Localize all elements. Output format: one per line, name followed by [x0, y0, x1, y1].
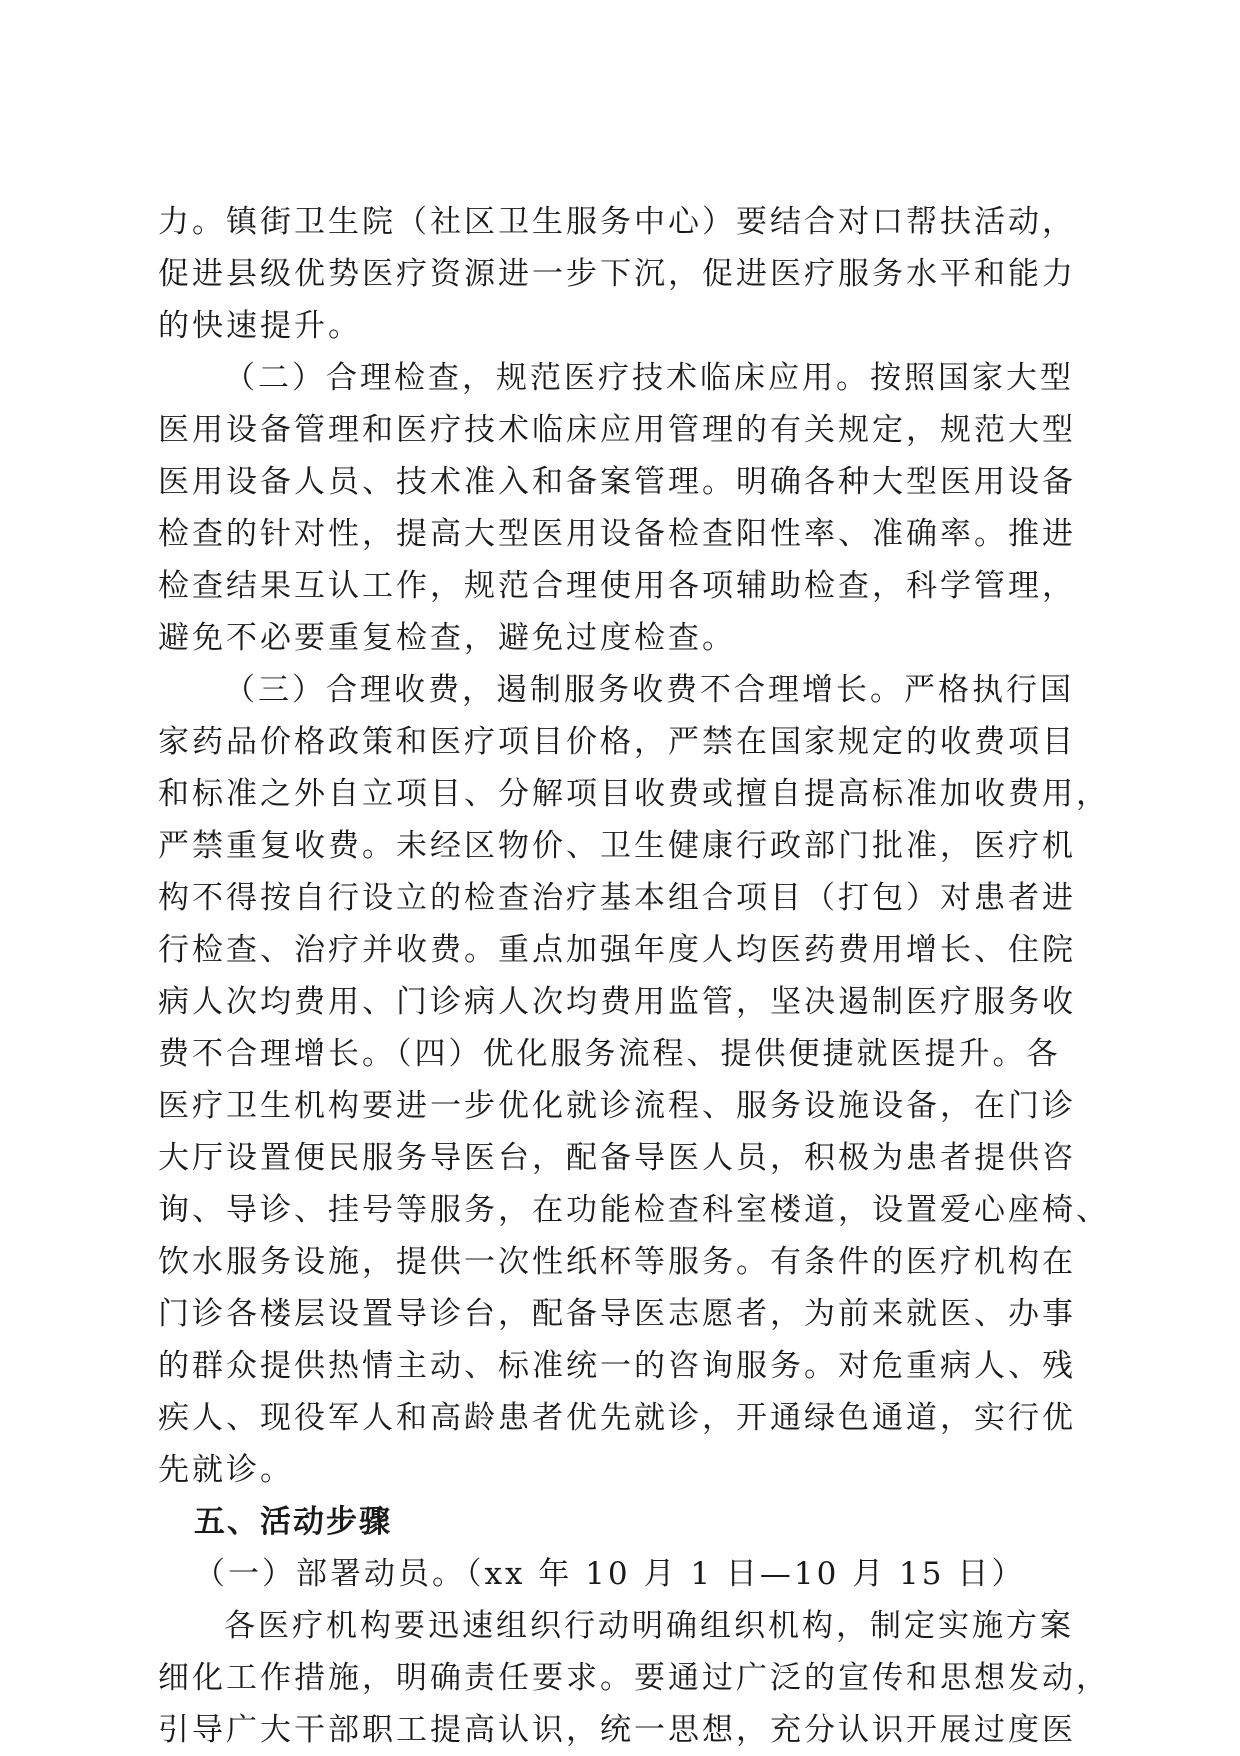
- text-line: 门诊各楼层设置导诊台，配备导医志愿者，为前来就医、办事: [158, 1296, 1076, 1332]
- text-line: 先就诊。: [158, 1452, 294, 1488]
- text-line: 大厅设置便民服务导医台，配备导医人员，积极为患者提供咨: [158, 1140, 1076, 1176]
- text-line: 促进县级优势医疗资源进一步下沉，促进医疗服务水平和能力: [158, 256, 1076, 292]
- text-line: 家药品价格政策和医疗项目价格，严禁在国家规定的收费项目: [158, 724, 1076, 760]
- text-line: 力。镇街卫生院（社区卫生服务中心）要结合对口帮扶活动，: [158, 204, 1076, 240]
- text-line: 询、导诊、挂号等服务，在功能检查科室楼道，设置爱心座椅、: [158, 1192, 1110, 1228]
- text-line: 检查结果互认工作，规范合理使用各项辅助检查，科学管理，: [158, 568, 1076, 604]
- text-line: 医疗卫生机构要进一步优化就诊流程、服务设施设备，在门诊: [158, 1088, 1076, 1124]
- text-line: 行检查、治疗并收费。重点加强年度人均医药费用增长、住院: [158, 932, 1076, 968]
- text-line: 的快速提升。: [158, 308, 362, 344]
- text-line: 避免不必要重复检查，避免过度检查。: [158, 620, 736, 656]
- document-body: [158, 196, 1110, 1756]
- text-line: 各医疗机构要迅速组织行动明确组织机构，制定实施方案: [224, 1608, 1074, 1644]
- text-line: 疾人、现役军人和高龄患者优先就诊，开通绿色通道，实行优: [158, 1400, 1076, 1436]
- text-line: 细化工作措施，明确责任要求。要通过广泛的宣传和思想发动，: [158, 1660, 1110, 1696]
- text-line: 的群众提供热情主动、标准统一的咨询服务。对危重病人、残: [158, 1348, 1076, 1384]
- text-line: 饮水服务设施，提供一次性纸杯等服务。有条件的医疗机构在: [158, 1244, 1076, 1280]
- subsection-title-deployment: （一）部署动员。（xx 年 10 月 1 日—10 月 15 日）: [194, 1556, 1026, 1592]
- text-line: 费不合理增长。（四）优化服务流程、提供便捷就医提升。各: [158, 1036, 1061, 1072]
- text-line: 医用设备管理和医疗技术临床应用管理的有关规定，规范大型: [158, 412, 1076, 448]
- text-line: 严禁重复收费。未经区物价、卫生健康行政部门批准，医疗机: [158, 828, 1076, 864]
- section-heading-activity-steps: 五、活动步骤: [194, 1504, 392, 1540]
- text-line: 医用设备人员、技术准入和备案管理。明确各种大型医用设备: [158, 464, 1076, 500]
- text-line: 引导广大干部职工提高认识，统一思想，充分认识开展过度医: [158, 1712, 1076, 1748]
- section-2-title-line: （二）合理检查，规范医疗技术临床应用。按照国家大型: [224, 360, 1074, 396]
- text-line: 病人次均费用、门诊病人次均费用监管，坚决遏制医疗服务收: [158, 984, 1076, 1020]
- text-line: 检查的针对性，提高大型医用设备检查阳性率、准确率。推进: [158, 516, 1076, 552]
- section-3-title-line: （三）合理收费，遏制服务收费不合理增长。严格执行国: [224, 672, 1074, 708]
- text-line: 和标准之外自立项目、分解项目收费或擅自提高标准加收费用，: [158, 776, 1110, 812]
- text-line: 构不得按自行设立的检查治疗基本组合项目（打包）对患者进: [158, 880, 1076, 916]
